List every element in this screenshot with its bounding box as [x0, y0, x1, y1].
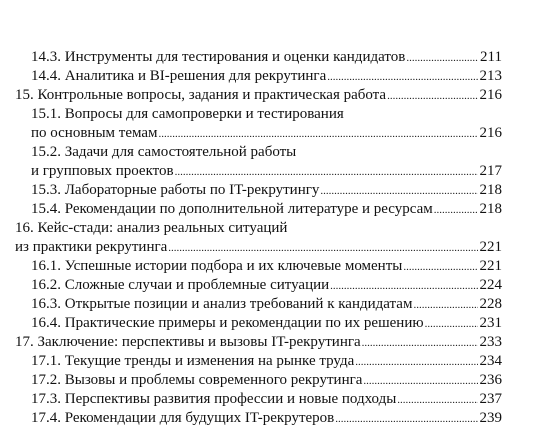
dot-leader — [320, 182, 477, 201]
toc-entry[interactable] — [0, 219, 534, 238]
toc-entry[interactable] — [0, 390, 534, 409]
toc-entry[interactable] — [0, 105, 534, 124]
toc-entry-title: и групповых проектов — [31, 163, 174, 179]
toc-entry-title: 15. Контрольные вопросы, задания и практическая работа — [15, 87, 387, 103]
toc-entry-page: 216 — [479, 87, 502, 103]
toc-entry-page: 221 — [479, 258, 502, 274]
toc-entry-title: 16. Кейс-стади: анализ реальных ситуаций — [15, 220, 288, 236]
toc-entry-page: 237 — [479, 391, 502, 407]
toc-entry-title: 15.3. Лабораторные работы по IT-рекрутингу — [31, 182, 320, 198]
toc-entry-title: 16.2. Сложные случаи и проблемные ситуации — [31, 277, 330, 293]
dot-leader — [355, 353, 477, 372]
toc-entry-title: 15.4. Рекомендации по дополнительной литературе и ресурсам — [31, 201, 433, 217]
toc-entry-continuation[interactable] — [0, 124, 534, 143]
toc-entry-title: 15.2. Задачи для самостоятельной работы — [31, 144, 297, 160]
toc-entry-page: 218 — [479, 201, 502, 217]
toc-entry[interactable] — [0, 276, 534, 295]
toc-entry-page: 211 — [480, 49, 502, 65]
dot-leader — [362, 334, 478, 353]
dot-leader — [413, 296, 477, 315]
toc-entry-continuation[interactable] — [0, 238, 534, 257]
toc-entry-title: 17.4. Рекомендации для будущих IT-рекрутеров — [31, 410, 335, 426]
dot-leader — [335, 410, 477, 429]
dot-leader — [387, 87, 477, 106]
toc-entry-page: 224 — [479, 277, 502, 293]
toc-entry-title: 16.3. Открытые позиции и анализ требований к кандидатам — [31, 296, 413, 312]
table-of-contents — [0, 48, 534, 428]
toc-entry[interactable] — [0, 409, 534, 428]
toc-entry[interactable] — [0, 67, 534, 86]
toc-entry-page: 228 — [479, 296, 502, 312]
toc-entry-page: 217 — [479, 163, 502, 179]
toc-entry[interactable] — [0, 181, 534, 200]
toc-entry[interactable] — [0, 48, 534, 67]
toc-entry-page: 231 — [479, 315, 502, 331]
toc-entry-title: из практики рекрутинга — [15, 239, 168, 255]
toc-entry[interactable] — [0, 371, 534, 390]
toc-entry[interactable] — [0, 86, 534, 105]
dot-leader — [406, 49, 478, 68]
toc-entry-title: 17. Заключение: перспективы и вызовы IT-рекрутинга — [15, 334, 361, 350]
dot-leader — [159, 125, 478, 144]
toc-entry-page: 221 — [479, 239, 502, 255]
toc-entry-continuation[interactable] — [0, 162, 534, 181]
toc-entry-title: 17.1. Текущие тренды и изменения на рынке труда — [31, 353, 355, 369]
toc-entry[interactable] — [0, 295, 534, 314]
toc-entry-title: 14.4. Аналитика и BI-решения для рекрутинга — [31, 68, 327, 84]
toc-entry-page: 216 — [479, 125, 502, 141]
dot-leader — [168, 239, 477, 258]
toc-entry-page: 233 — [479, 334, 502, 350]
toc-entry[interactable] — [0, 352, 534, 371]
dot-leader — [330, 277, 477, 296]
toc-entry-title: 17.2. Вызовы и проблемы современного рекрутинга — [31, 372, 363, 388]
toc-entry[interactable] — [0, 314, 534, 333]
toc-entry[interactable] — [0, 143, 534, 162]
toc-entry[interactable] — [0, 200, 534, 219]
dot-leader — [327, 68, 477, 87]
toc-entry-title: 16.4. Практические примеры и рекомендации по их решению — [31, 315, 424, 331]
toc-entry-title: 17.3. Перспективы развития профессии и новые подходы — [31, 391, 397, 407]
toc-entry[interactable] — [0, 333, 534, 352]
toc-entry-page: 234 — [479, 353, 502, 369]
toc-entry-page: 218 — [479, 182, 502, 198]
dot-leader — [397, 391, 477, 410]
toc-entry-page: 213 — [479, 68, 502, 84]
toc-entry-title: по основным темам — [31, 125, 158, 141]
toc-entry-title: 16.1. Успешные истории подбора и их ключевые моменты — [31, 258, 403, 274]
dot-leader — [403, 258, 477, 277]
toc-entry-page: 239 — [479, 410, 502, 426]
toc-entry-title: 15.1. Вопросы для самопроверки и тестирования — [31, 106, 344, 122]
dot-leader — [425, 315, 478, 334]
toc-entry-page: 236 — [479, 372, 502, 388]
toc-entry[interactable] — [0, 257, 534, 276]
dot-leader — [434, 201, 478, 220]
dot-leader — [363, 372, 477, 391]
toc-entry-title: 14.3. Инструменты для тестирования и оценки кандидатов — [31, 49, 406, 65]
dot-leader — [175, 163, 478, 182]
